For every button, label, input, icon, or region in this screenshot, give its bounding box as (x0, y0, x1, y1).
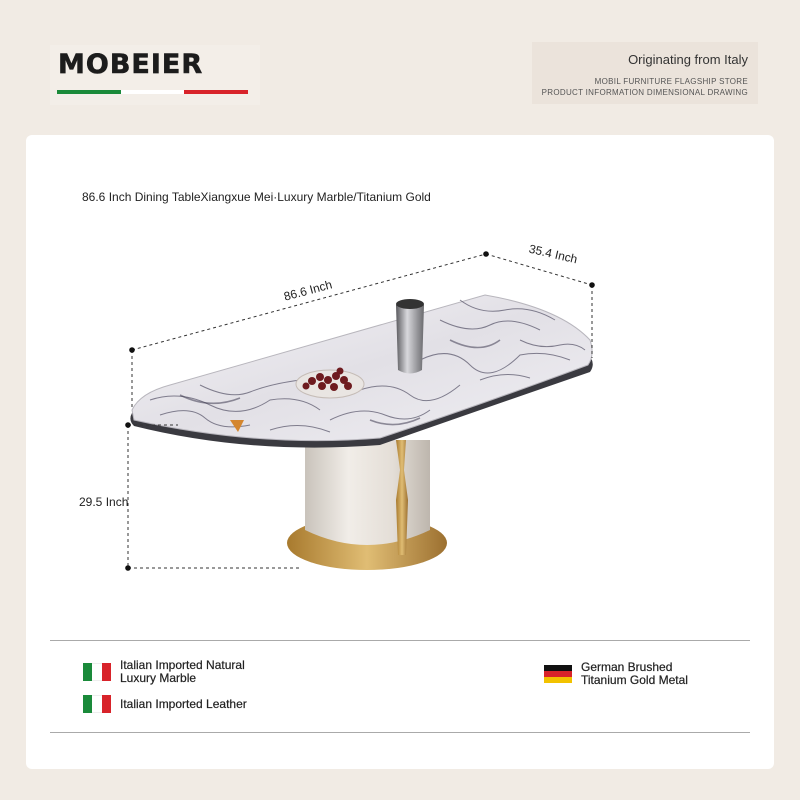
product-card (26, 135, 774, 769)
feature-metal-label: German Brushed Titanium Gold Metal (581, 660, 688, 687)
feature-leather-label: Italian Imported Leather (120, 696, 247, 711)
table-dimension-drawing (26, 135, 774, 635)
height-label: 29.5 Inch (79, 495, 129, 509)
product-title: 86.6 Inch Dining TableXiangxue Mei·Luxury Marble/Titanium Gold (82, 190, 431, 204)
divider-bottom (50, 732, 750, 733)
italian-flag-stripe (57, 90, 248, 94)
origin-subtitle-drawing: PRODUCT INFORMATION DIMENSIONAL DRAWING (541, 88, 748, 97)
origin-subtitle-store: MOBIL FURNITURE FLAGSHIP STORE (594, 77, 748, 86)
germany-flag-icon (544, 665, 572, 683)
feature-metal (544, 661, 688, 687)
pedestal (305, 440, 430, 545)
logo-text: MOBEIER (58, 49, 204, 80)
italy-flag-icon (83, 663, 111, 681)
brand-logo (50, 45, 260, 105)
tabletop-surface (132, 295, 592, 441)
feature-marble-label: Italian Imported Natural Luxury Marble (120, 658, 245, 685)
italy-flag-icon (83, 695, 111, 713)
width-label: 35.4 Inch (527, 241, 579, 267)
feature-leather (83, 695, 247, 713)
vase (396, 302, 424, 374)
feature-marble (83, 659, 245, 685)
length-label: 86.6 Inch (282, 277, 334, 304)
divider-top (50, 640, 750, 641)
origin-title: Originating from Italy (628, 52, 748, 67)
origin-banner (532, 42, 758, 104)
